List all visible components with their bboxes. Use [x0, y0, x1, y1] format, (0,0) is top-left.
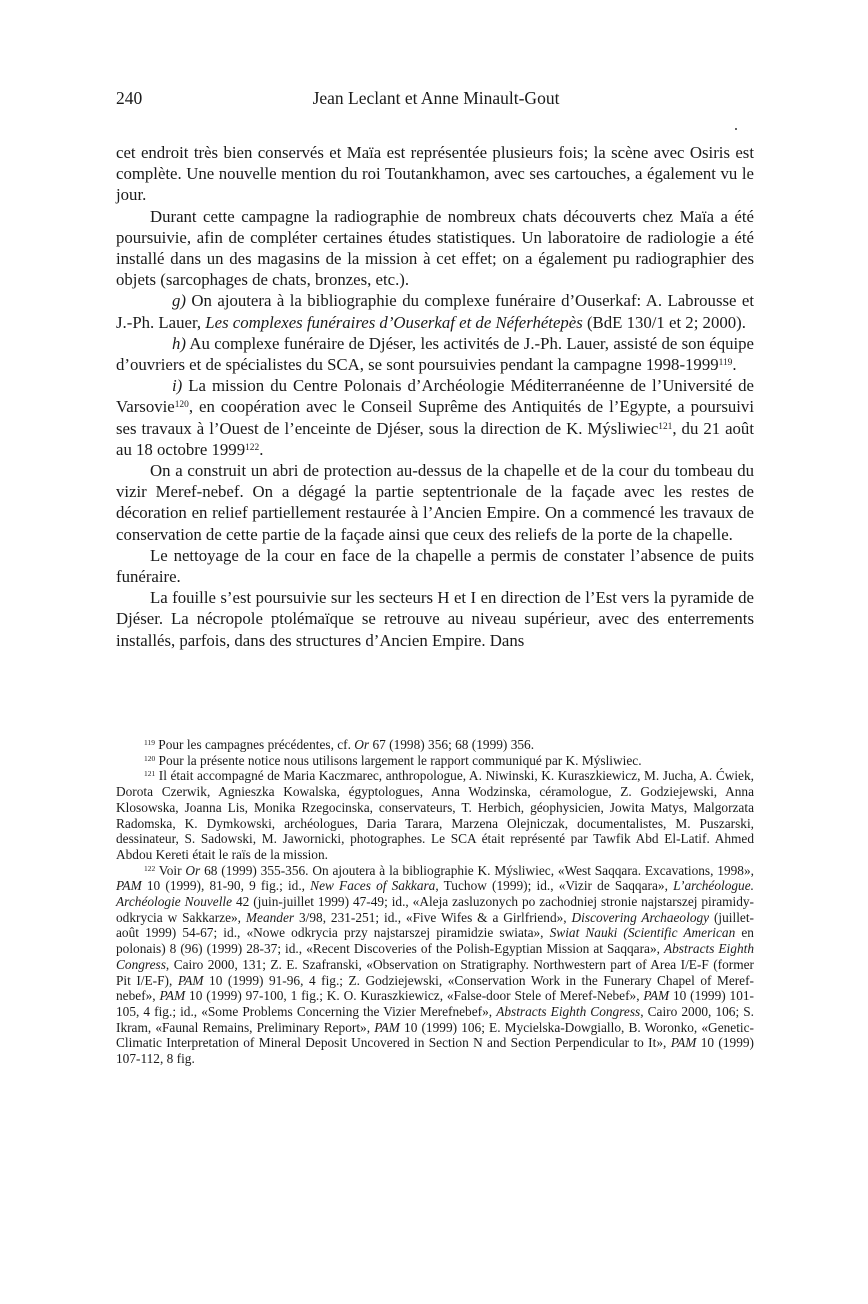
footnote-ref-119: 119: [718, 357, 733, 368]
running-title: Jean Leclant et Anne Minault-Gout: [312, 88, 560, 108]
page-header: [116, 88, 756, 114]
item-label-i: i): [172, 376, 183, 396]
paragraph-radiography: Durant cette campagne la radiographie de nombreux chats découverts chez Maïa a été poursuivie, afin de compléter certaines études statistiques. Un laboratoire de radiologie a été installé dans un des magasins de la mission à cet effet; on a également pu radiographier des objets (sarcophages de chats, bronzes, etc.).: [116, 206, 754, 290]
item-label-g: g): [172, 291, 186, 311]
footnote-ref-122: 122: [245, 442, 260, 453]
footnotes: [116, 737, 754, 1067]
body-text: [116, 142, 754, 651]
footnote-ref-121: 121: [658, 421, 673, 432]
paragraph-abri: On a construit un abri de protection au-dessus de la chapelle et de la cour du tombeau du vizir Meref-nebef. On a dégagé la partie septentrionale de la façade avec les restes de décoration en relief partiellement restaurée à l’Ancien Empire. On a commencé les travaux de conservation de cette partie de la façade ainsi que ceux des reliefs de la porte de la chapelle.: [116, 461, 754, 544]
page-number: 240: [116, 88, 143, 108]
footnote-121: $^{121}$ Il était accompagné de Maria Kaczmarec, anthropologue, A. Niwinski, K. Kuraszkiewicz, M. Jucha, A. Ćwiek, Dorota Czerwik, Agnieszka Kowalska, égyptologues, Anna Wodzinska, céramologue, Z. Godziejewski, Anna Klosowska, Joanna Lis, Monika Rzegocinska, conservateurs, T. Herbich, géophysicien, Jowita Matys, Malgorzata Radomska, K. Dymkowski, archéologues, Daria Tarara, Marzena Olejniczak, documentalistes, M. Puszarski, dessinateur, S. Sadowski, M. Jawornicki, photographes. Le SCA était représenté par Tawfik Abd El-Latif. Ahmed Abdou Kereti était le raïs de la mission.: [116, 768, 754, 862]
footnote-ref-120: 120: [174, 400, 189, 411]
paragraph-fouille: La fouille s’est poursuivie sur les secteurs H et I en direction de l’Est vers la pyramide de Djéser. La nécropole ptolémaïque se retrouve au niveau supérieur, avec des enterrements installés, parfois, dans des structures d’Ancien Empire. Dans: [116, 588, 754, 650]
footnote-119: $^{119}$ Pour les campagnes précédentes, cf. Or 67 (1998) 356; 68 (1999) 356.: [144, 737, 535, 752]
footnote-120: $^{120}$ Pour la présente notice nous utilisons largement le rapport communiqué par K. Mýsliwiec.: [144, 752, 642, 768]
paragraph-continuation: cet endroit très bien conservés et Maïa est représentée plusieurs fois; la scène avec Osiris est complète. Une nouvelle mention du roi Toutankhamon, avec ses cartouches, a également vu le jour.: [116, 143, 754, 205]
book-title: Les complexes funéraires d’Ouserkaf et de Néferhétepès: [205, 312, 583, 332]
item-label-h: h): [172, 333, 186, 353]
paragraph-g: g) On ajoutera à la bibliographie du complexe funéraire d’Ouserkaf: A. Labrousse et J.-Ph. Lauer, Les complexes funéraires d’Ouserkaf et de Néferhétepès (BdE 130/1 et 2; 2000).: [116, 291, 754, 332]
paragraph-nettoyage: Le nettoyage de la cour en face de la chapelle a permis de constater l’absence de puits funéraire.: [116, 545, 754, 587]
print-speck: [735, 128, 737, 130]
paragraph-h: h) Au complexe funéraire de Djéser, les activités de J.-Ph. Lauer, assisté de son équipe d’ouvriers et de spécialistes du SCA, se sont poursuivies pendant la campagne 1998-1999$^{119}$.: [116, 333, 754, 375]
paragraph-i: i) La mission du Centre Polonais d’Archéologie Méditerranéenne de l’Université de Varsovie$^{120}$, en coopération avec le Conseil Suprême des Antiquités de l’Egypte, a poursuivi ses travaux à l’Ouest de l’enceinte de Djéser, sous la direction de K. Mýsliwiec$^{121}$, du 21 août au 18 octobre 1999$^{122}$.: [116, 376, 754, 459]
footnote-122: $^{122}$ Voir Or 68 (1999) 355-356. On ajoutera à la bibliographie K. Mýsliwiec, «West Saqqara. Excavations, 1998», PAM 10 (1999), 81-90, 9 fig.; id., New Faces of Sakkara, Tuchow (1999); id., «Vizir de Saqqara», L’archéologue. Archéologie Nouvelle 42 (juin-juillet 1999) 47-49; id., «Aleja zasluzonych po zachodniej stronie najstarszej piramidy-odkrycia w Sakkarze», Meander 3/98, 231-251; id., «Five Wifes & a Girlfriend», Discovering Archaeology (juillet-août 1999) 54-67; id., «Nowe odkrycia przy najstarszej piramidzie swiata», Swiat Nauki (Scientific American en polonais) 8 (96) (1999) 28-37; id., «Recent Discoveries of the Polish-Egyptian Mission at Saqqara», Abstracts Eighth Congress, Cairo 2000, 131; Z. E. Szafranski, «Observation on Stratigraphy. Northwestern part of Area I/E-F (former Pit I/E-F), PAM 10 (1999) 91-96, 4 fig.; Z. Godziejewski, «Conservation Work in the Funerary Chapel of Meref-nebef», PAM 10 (1999) 97-100, 1 fig.; K. O. Kuraszkiewicz, «False-door Stele of Meref-Nebef», PAM 10 (1999) 101-105, 4 fig.; id., «Some Problems Concerning the Vizier Merefnebef», Abstracts Eighth Congress, Cairo 2000, 106; S. Ikram, «Faunal Remains, Preliminary Report», PAM 10 (1999) 106; E. Mycielska-Dowgiallo, B. Woronko, «Genetic-Climatic Interpretation of Mineral Deposit Uncovered in Section N and Section Perpendicular to It», PAM 10 (1999) 107-112, 8 fig.: [116, 862, 755, 1067]
